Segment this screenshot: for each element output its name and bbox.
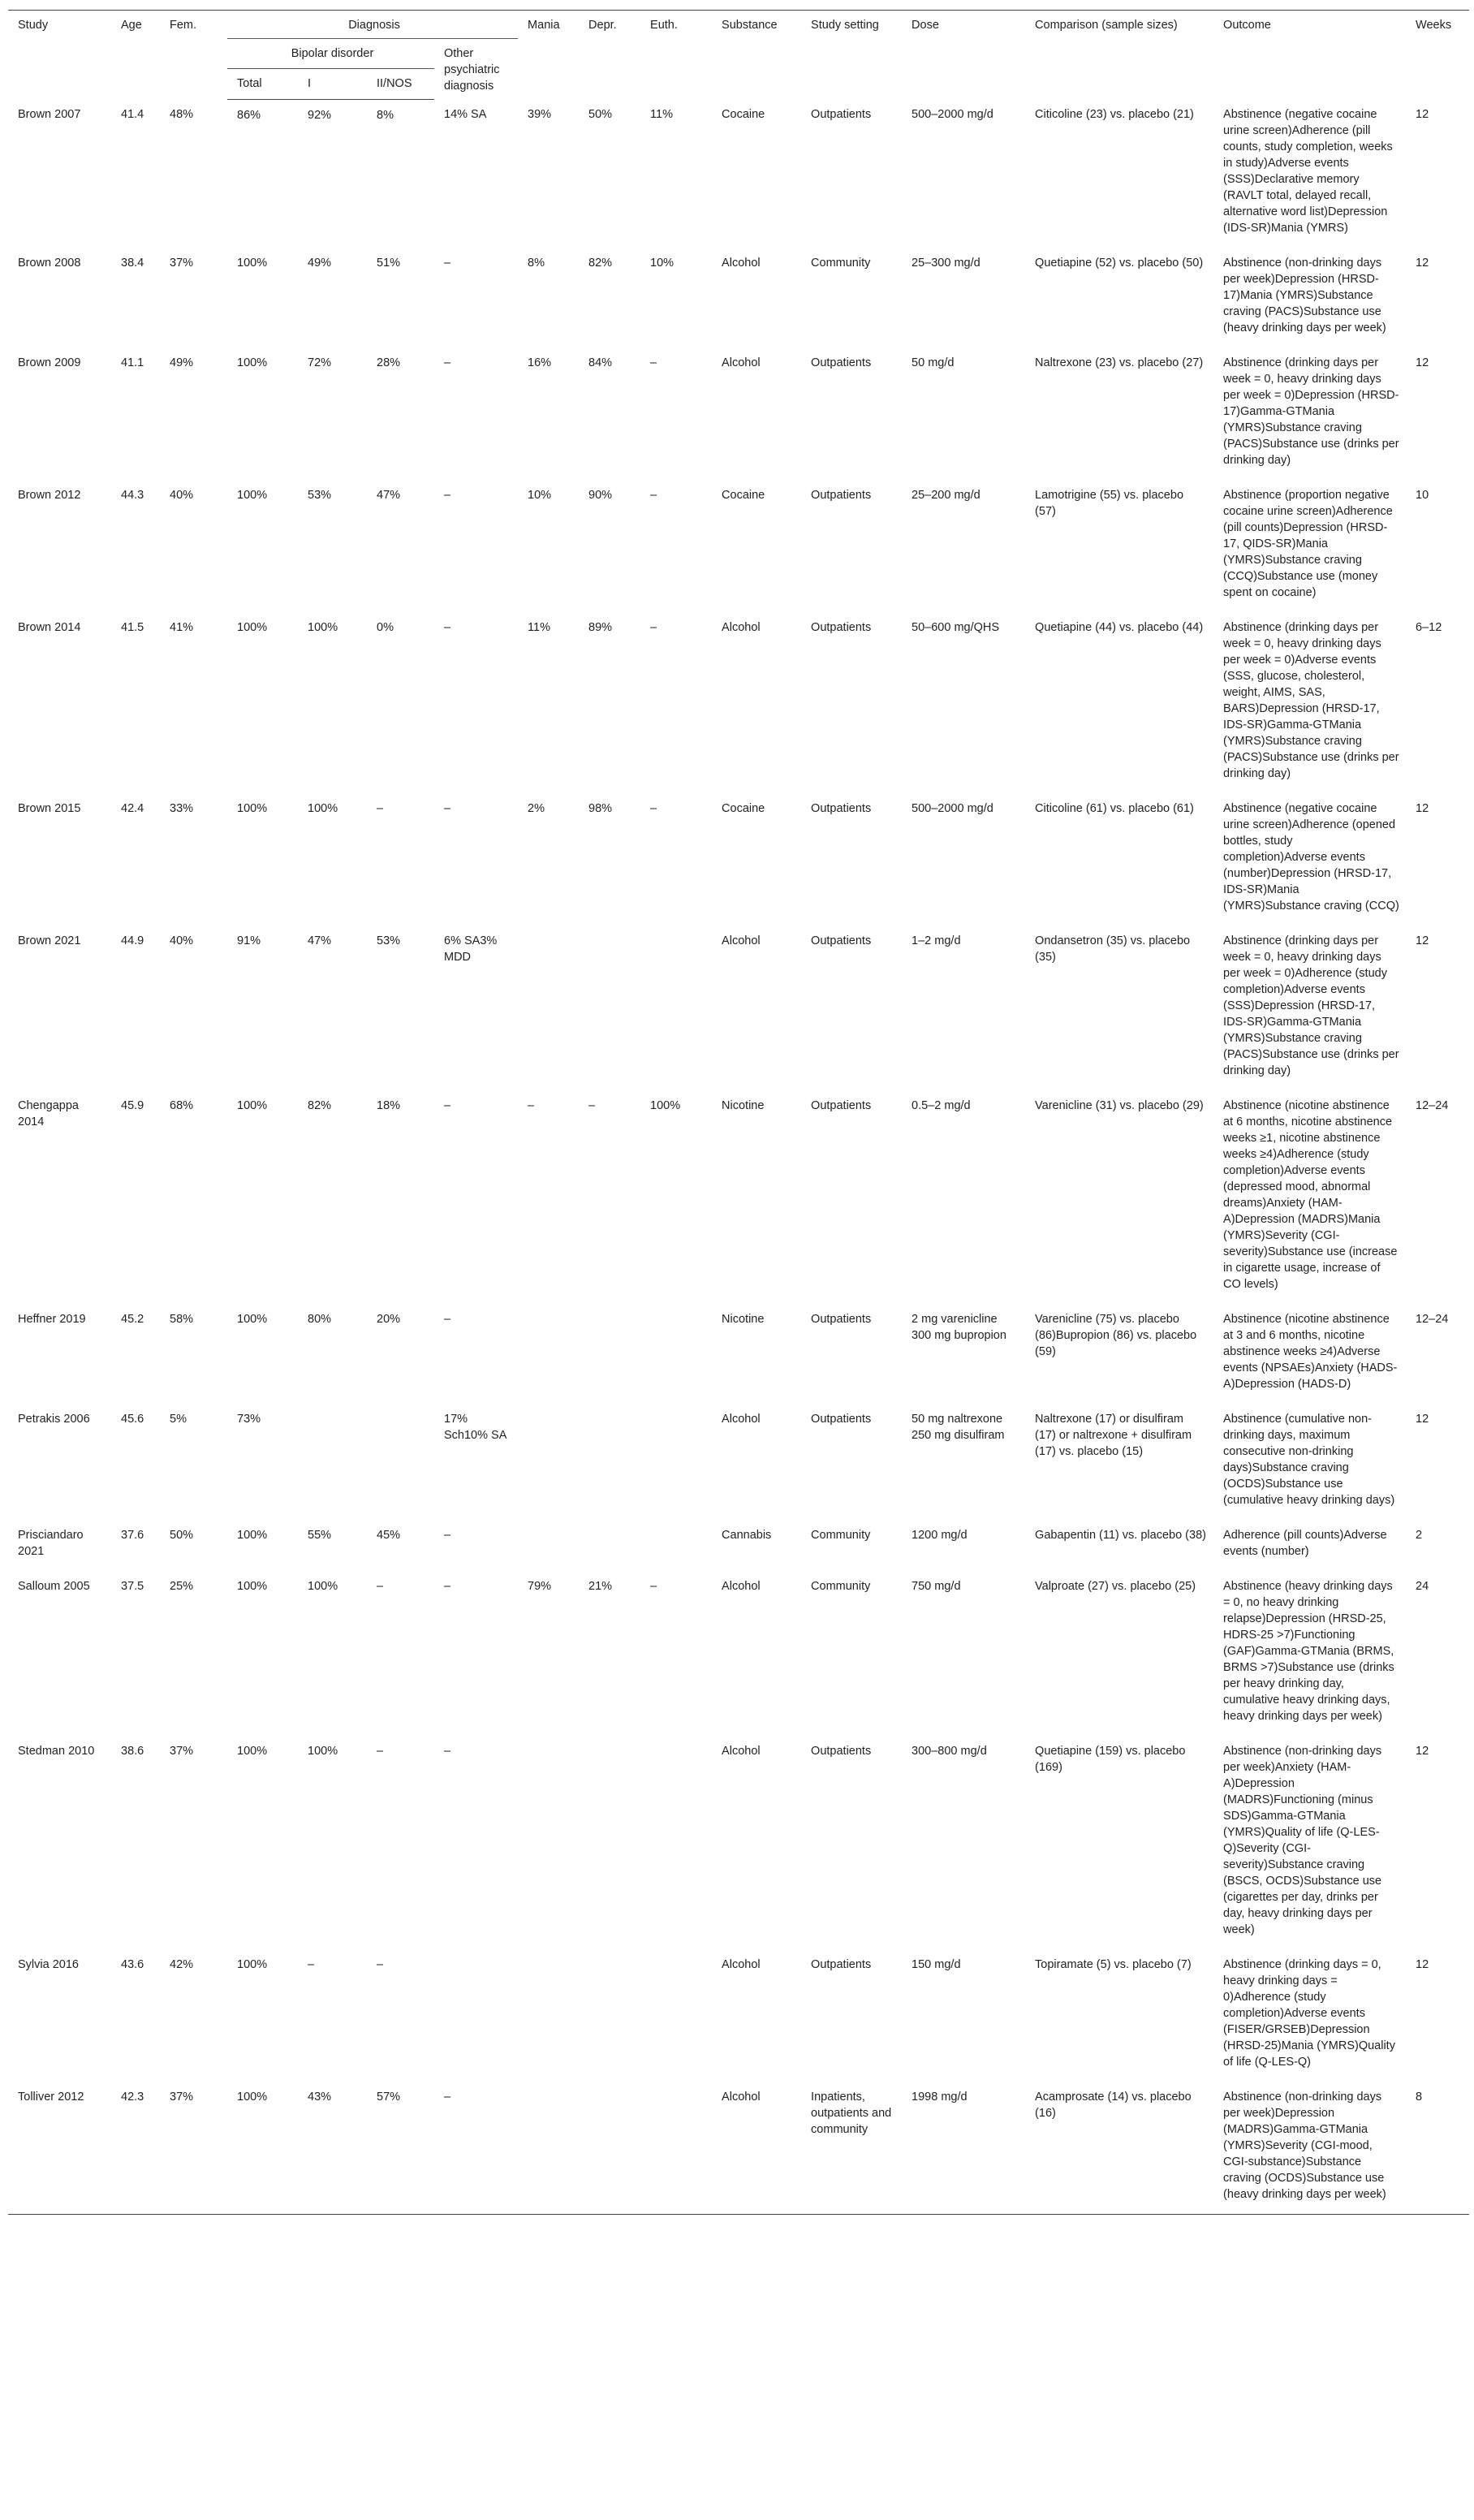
cell-ii: 18% xyxy=(377,1099,401,1112)
col-study: Study xyxy=(8,11,111,100)
cell-study: Brown 2008 xyxy=(18,257,81,270)
table-row xyxy=(8,1571,1469,1736)
cell-i: 100% xyxy=(308,1580,338,1593)
cell-setting: Community xyxy=(811,257,871,270)
cell-fem: 68% xyxy=(170,1099,194,1112)
cell-mania xyxy=(518,1404,579,1520)
cell-comparison: Gabapentin (11) vs. placebo (38) xyxy=(1035,1529,1206,1542)
cell-ii: 20% xyxy=(377,1313,401,1326)
cell-fem: 41% xyxy=(170,621,194,634)
cell-euth: – xyxy=(650,621,657,634)
cell-comparison: Naltrexone (17) or disulfiram (17) or naltrexone + disulfiram (17) vs. placebo (15) xyxy=(1035,1413,1192,1458)
cell-study: Brown 2012 xyxy=(18,489,81,502)
cell-i: 55% xyxy=(308,1529,332,1542)
cell-ii: 57% xyxy=(367,2082,434,2215)
table-header xyxy=(8,11,1469,100)
cell-outcome: Abstinence (nicotine abstinence at 3 and 6 months, nicotine abstinence weeks ≥4)Adverse events (NPSAEs)Anxiety (HADS-A)Depression (HADS-D) xyxy=(1223,1313,1398,1391)
cell-other: – xyxy=(434,2082,518,2215)
table-row xyxy=(8,1736,1469,1949)
cell-study: Sylvia 2016 xyxy=(18,1958,79,1971)
cell-euth: 10% xyxy=(650,257,675,270)
col-age: Age xyxy=(111,11,160,100)
cell-mania: 8% xyxy=(528,257,545,270)
cell-weeks: 8 xyxy=(1406,2082,1469,2215)
cell-age: 44.9 xyxy=(121,934,144,947)
cell-substance: Cocaine xyxy=(722,108,765,121)
cell-total: 100% xyxy=(227,2082,298,2215)
cell-substance: Alcohol xyxy=(712,2082,801,2215)
cell-total: 73% xyxy=(237,1413,261,1426)
cell-euth: – xyxy=(650,1580,657,1593)
cell-study: Brown 2015 xyxy=(18,802,81,815)
cell-dose: 500–2000 mg/d xyxy=(912,802,993,815)
col-group-diagnosis: Diagnosis xyxy=(227,11,518,39)
col-weeks: Weeks xyxy=(1406,11,1469,100)
cell-setting: Outpatients xyxy=(811,1313,872,1326)
cell-total: 100% xyxy=(237,1580,268,1593)
cell-weeks: 12 xyxy=(1416,356,1429,369)
table-row xyxy=(8,793,1469,926)
cell-euth xyxy=(640,1949,712,2082)
cell-substance: Alcohol xyxy=(722,356,761,369)
cell-outcome: Abstinence (non-drinking days per week)Depression (HRSD-17)Mania (YMRS)Substance craving (PACS)Substance use (heavy drinking days per week) xyxy=(1223,257,1386,334)
cell-comparison: Citicoline (23) vs. placebo (21) xyxy=(1035,108,1194,121)
table-row xyxy=(8,99,1469,248)
cell-total: 100% xyxy=(237,1099,268,1112)
cell-euth xyxy=(640,1404,712,1520)
cell-ii: 47% xyxy=(377,489,401,502)
cell-dose: 25–300 mg/d xyxy=(912,257,981,270)
cell-outcome: Abstinence (heavy drinking days = 0, no heavy drinking relapse)Depression (HRSD-25, HDRS-25 >7)Functioning (GAF)Gamma-GTMania (BRMS, BRMS >7)Substance use (drinks per heavy drinking day, cumulative heavy drinking days, heavy drinking days per week) xyxy=(1223,1580,1394,1723)
cell-depr: – xyxy=(588,1099,596,1112)
cell-i: 100% xyxy=(308,802,338,815)
cell-weeks: 12 xyxy=(1416,1958,1429,1971)
cell-study: Brown 2014 xyxy=(18,621,81,634)
cell-study: Tolliver 2012 xyxy=(8,2082,111,2215)
cell-setting: Community xyxy=(811,1529,871,1542)
cell-fem: 37% xyxy=(160,2082,227,2215)
cell-other: – xyxy=(444,489,451,502)
cell-dose: 0.5–2 mg/d xyxy=(912,1099,971,1112)
cell-i: – xyxy=(308,1958,315,1971)
cell-comparison: Lamotrigine (55) vs. placebo (57) xyxy=(1035,489,1184,518)
cell-depr: 90% xyxy=(588,489,613,502)
cell-depr: 98% xyxy=(588,802,613,815)
cell-outcome: Abstinence (non-drinking days per week)Anxiety (HAM-A)Depression (MADRS)Functioning (minus SDS)Gamma-GTMania (YMRS)Quality of life (Q-LES-Q)Severity (CGI-severity)Substance craving (BSCS, OCDS)Substance use (cigarettes per day, drinks per day, heavy drinking days per week) xyxy=(1223,1745,1382,1936)
col-euth: Euth. xyxy=(640,11,712,100)
cell-weeks: 6–12 xyxy=(1416,621,1442,634)
cell-euth: – xyxy=(650,489,657,502)
col-outcome: Outcome xyxy=(1213,11,1406,100)
cell-fem: 40% xyxy=(170,934,194,947)
cell-euth xyxy=(640,1304,712,1404)
cell-study: Brown 2009 xyxy=(18,356,81,369)
cell-depr xyxy=(579,926,640,1090)
cell-other: – xyxy=(444,621,451,634)
cell-total: 100% xyxy=(237,1529,268,1542)
cell-comparison: Quetiapine (52) vs. placebo (50) xyxy=(1035,257,1204,270)
cell-ii: 28% xyxy=(377,356,401,369)
cell-fem: 50% xyxy=(170,1529,194,1542)
cell-outcome: Abstinence (negative cocaine urine screen)Adherence (pill counts, study completion, weeks in study)Adverse events (SSS)Declarative memory (RAVLT total, delayed recall, alternative word list)Depression (IDS-SR)Mania (YMRS) xyxy=(1223,108,1393,235)
cell-ii: 8% xyxy=(377,108,394,122)
cell-dose: 1200 mg/d xyxy=(912,1529,968,1542)
cell-mania xyxy=(518,926,579,1090)
cell-substance: Alcohol xyxy=(722,1580,761,1593)
cell-comparison: Acamprosate (14) vs. placebo (16) xyxy=(1025,2082,1213,2215)
cell-age: 43.6 xyxy=(121,1958,144,1971)
cell-age: 45.2 xyxy=(121,1313,144,1326)
cell-comparison: Valproate (27) vs. placebo (25) xyxy=(1035,1580,1196,1593)
cell-i: 43% xyxy=(298,2082,367,2215)
cell-depr xyxy=(579,1404,640,1520)
col-depr: Depr. xyxy=(579,11,640,100)
cell-mania: 79% xyxy=(528,1580,552,1593)
cell-other: – xyxy=(444,1313,451,1326)
cell-total: 91% xyxy=(237,934,261,947)
cell-substance: Alcohol xyxy=(722,257,761,270)
cell-mania: – xyxy=(528,1099,535,1112)
cell-mania xyxy=(518,1520,579,1571)
cell-ii xyxy=(367,1404,434,1520)
cell-comparison: Quetiapine (159) vs. placebo (169) xyxy=(1035,1745,1186,1774)
cell-total: 100% xyxy=(237,621,268,634)
cell-study: Petrakis 2006 xyxy=(18,1413,90,1426)
cell-depr: 89% xyxy=(588,621,613,634)
cell-depr xyxy=(579,2082,640,2215)
col-other-dx: Other psychiatric diagnosis xyxy=(444,47,500,93)
cell-comparison: Topiramate (5) vs. placebo (7) xyxy=(1035,1958,1192,1971)
cell-euth xyxy=(640,2082,712,2215)
cell-weeks: 12 xyxy=(1416,108,1429,121)
col-fem: Fem. xyxy=(160,11,227,100)
cell-setting: Outpatients xyxy=(811,621,872,634)
cell-dose: 300–800 mg/d xyxy=(912,1745,987,1758)
cell-setting: Outpatients xyxy=(811,356,872,369)
col-substance: Substance xyxy=(712,11,801,100)
cell-comparison: Varenicline (31) vs. placebo (29) xyxy=(1035,1099,1204,1112)
cell-mania: 39% xyxy=(528,108,552,121)
cell-euth xyxy=(640,926,712,1090)
cell-depr xyxy=(579,1736,640,1949)
cell-outcome: Abstinence (nicotine abstinence at 6 months, nicotine abstinence weeks ≥1, nicotine abstinence weeks ≥4)Adherence (study completion)Adverse events (depressed mood, abnormal dreams)Anxiety (HAM-A)Depression (MADRS)Mania (YMRS)Severity (CGI-severity)Substance use (increase in cigarette usage, increase of CO levels) xyxy=(1223,1099,1398,1291)
cell-substance: Alcohol xyxy=(722,1745,761,1758)
cell-setting: Inpatients, outpatients and community xyxy=(801,2082,902,2215)
cell-comparison: Naltrexone (23) vs. placebo (27) xyxy=(1035,356,1204,369)
cell-age: 38.4 xyxy=(121,257,144,270)
cell-i: 100% xyxy=(308,621,338,634)
cell-dose: 750 mg/d xyxy=(912,1580,961,1593)
cell-substance: Nicotine xyxy=(722,1099,765,1112)
cell-setting: Outpatients xyxy=(811,934,872,947)
cell-mania xyxy=(518,2082,579,2215)
cell-euth: – xyxy=(650,802,657,815)
cell-i: 92% xyxy=(308,108,332,122)
cell-study: Brown 2021 xyxy=(18,934,81,947)
col-type-ii: II/NOS xyxy=(367,69,434,99)
cell-weeks: 12–24 xyxy=(1416,1099,1449,1112)
cell-depr: 82% xyxy=(588,257,613,270)
cell-i: 80% xyxy=(308,1313,332,1326)
cell-fem: 37% xyxy=(170,257,194,270)
cell-i: 72% xyxy=(308,356,332,369)
cell-ii: – xyxy=(377,1958,384,1971)
cell-age: 42.3 xyxy=(111,2082,160,2215)
cell-comparison: Citicoline (61) vs. placebo (61) xyxy=(1035,802,1194,815)
col-comparison: Comparison (sample sizes) xyxy=(1025,11,1213,100)
cell-dose: 150 mg/d xyxy=(912,1958,961,1971)
cell-depr xyxy=(579,1304,640,1404)
cell-study: Prisciandaro 2021 xyxy=(18,1529,84,1558)
cell-outcome: Abstinence (drinking days per week = 0, heavy drinking days per week = 0)Adherence (study completion)Adverse events (SSS)Depression (HRSD-17, IDS-SR)Gamma-GTMania (YMRS)Substance craving (PACS)Substance use (drinks per drinking day) xyxy=(1223,934,1399,1077)
cell-other xyxy=(434,1949,518,2082)
cell-other: 14% SA xyxy=(444,108,487,121)
cell-other: – xyxy=(444,356,451,369)
cell-i: 53% xyxy=(308,489,332,502)
cell-weeks: 12 xyxy=(1416,1745,1429,1758)
table-row xyxy=(8,926,1469,1090)
cell-comparison: Varenicline (75) vs. placebo (86)Bupropion (86) vs. placebo (59) xyxy=(1035,1313,1197,1358)
cell-dose: 25–200 mg/d xyxy=(912,489,981,502)
cell-fem: 42% xyxy=(170,1958,194,1971)
cell-fem: 49% xyxy=(170,356,194,369)
cell-total: 100% xyxy=(237,1745,268,1758)
cell-other: 6% SA3% MDD xyxy=(444,934,498,964)
cell-comparison: Quetiapine (44) vs. placebo (44) xyxy=(1035,621,1204,634)
table-row xyxy=(8,347,1469,480)
cell-weeks: 10 xyxy=(1416,489,1429,502)
cell-outcome: Abstinence (non-drinking days per week)Depression (MADRS)Gamma-GTMania (YMRS)Severity (CGI-mood, CGI-substance)Substance craving (OCDS)Substance use (heavy drinking days per week) xyxy=(1213,2082,1406,2215)
cell-outcome: Abstinence (proportion negative cocaine urine screen)Adherence (pill counts)Depression (HRSD-17, QIDS-SR)Mania (YMRS)Substance craving (CCQ)Substance use (money spent on cocaine) xyxy=(1223,489,1393,599)
cell-substance: Nicotine xyxy=(722,1313,765,1326)
table-row xyxy=(8,1404,1469,1520)
cell-weeks: 12–24 xyxy=(1416,1313,1449,1326)
cell-setting: Community xyxy=(811,1580,871,1593)
cell-outcome: Abstinence (negative cocaine urine screen)Adherence (opened bottles, study completion)Adverse events (number)Depression (HRSD-17, IDS-SR)Mania (YMRS)Substance craving (CCQ) xyxy=(1223,802,1399,913)
cell-age: 45.6 xyxy=(121,1413,144,1426)
cell-i: 100% xyxy=(308,1745,338,1758)
cell-substance: Cocaine xyxy=(722,802,765,815)
cell-i xyxy=(298,1404,367,1520)
cell-outcome: Abstinence (drinking days = 0, heavy drinking days = 0)Adherence (study completion)Adverse events (FISER/GRSEB)Depression (HRSD-25)Mania (YMRS)Quality of life (Q-LES-Q) xyxy=(1223,1958,1395,2069)
cell-study: Chengappa 2014 xyxy=(18,1099,79,1128)
table-row xyxy=(8,1520,1469,1571)
cell-depr: 21% xyxy=(588,1580,613,1593)
cell-age: 38.6 xyxy=(121,1745,144,1758)
cell-ii: 53% xyxy=(377,934,401,947)
cell-setting: Outpatients xyxy=(811,802,872,815)
cell-ii: – xyxy=(377,1745,384,1758)
cell-total: 100% xyxy=(237,489,268,502)
cell-mania xyxy=(518,1736,579,1949)
cell-euth xyxy=(640,1520,712,1571)
cell-weeks: 12 xyxy=(1416,934,1429,947)
cell-dose: 500–2000 mg/d xyxy=(912,108,993,121)
table-row xyxy=(8,1090,1469,1304)
cell-other: – xyxy=(444,1099,451,1112)
table-row xyxy=(8,1304,1469,1404)
cell-total: 100% xyxy=(237,257,268,270)
table-body xyxy=(8,99,1469,2215)
cell-euth: 11% xyxy=(650,108,673,121)
table-row xyxy=(8,612,1469,793)
cell-substance: Cocaine xyxy=(722,489,765,502)
cell-euth: 100% xyxy=(650,1099,681,1112)
cell-age: 44.3 xyxy=(121,489,144,502)
cell-mania xyxy=(518,1304,579,1404)
cell-substance: Alcohol xyxy=(722,1413,761,1426)
cell-age: 45.9 xyxy=(121,1099,144,1112)
cell-dose: 1–2 mg/d xyxy=(912,934,961,947)
cell-fem: 40% xyxy=(170,489,194,502)
cell-study: Heffner 2019 xyxy=(18,1313,86,1326)
cell-age: 37.6 xyxy=(121,1529,144,1542)
cell-fem: 5% xyxy=(170,1413,187,1426)
cell-depr: 84% xyxy=(588,356,613,369)
cell-depr: 50% xyxy=(588,108,613,121)
cell-fem: 33% xyxy=(170,802,194,815)
cell-ii: 45% xyxy=(377,1529,401,1542)
cell-euth xyxy=(640,1736,712,1949)
cell-comparison: Ondansetron (35) vs. placebo (35) xyxy=(1035,934,1191,964)
col-total: Total xyxy=(227,69,298,99)
col-dose: Dose xyxy=(902,11,1025,100)
cell-total: 100% xyxy=(237,356,268,369)
cell-i: 47% xyxy=(308,934,332,947)
cell-fem: 37% xyxy=(170,1745,194,1758)
cell-depr xyxy=(579,1949,640,2082)
cell-ii: 0% xyxy=(377,621,394,634)
cell-dose: 50 mg naltrexone 250 mg disulfiram xyxy=(912,1413,1005,1442)
cell-dose: 50–600 mg/QHS xyxy=(912,621,1000,634)
cell-outcome: Abstinence (drinking days per week = 0, heavy drinking days per week = 0)Adverse events (SSS, glucose, cholesterol, weight, AIMS, SAS, BARS)Depression (HRSD-17, IDS-SR)Gamma-GTMania (YMRS)Substance craving (PACS)Substance use (drinks per drinking day) xyxy=(1223,621,1399,780)
col-mania: Mania xyxy=(518,11,579,100)
cell-outcome: Abstinence (drinking days per week = 0, heavy drinking days per week = 0)Depression (HRSD-17)Gamma-GTMania (YMRS)Substance craving (PACS)Substance use (drinks per drinking day) xyxy=(1223,356,1399,467)
cell-fem: 48% xyxy=(170,108,194,121)
cell-outcome: Abstinence (cumulative non-drinking days, maximum consecutive non-drinking days)Substance craving (OCDS)Substance use (cumulative heavy drinking days) xyxy=(1223,1413,1395,1507)
cell-substance: Alcohol xyxy=(722,621,761,634)
cell-weeks: 24 xyxy=(1416,1580,1429,1593)
table-row xyxy=(8,2082,1469,2215)
cell-substance: Alcohol xyxy=(722,1958,761,1971)
cell-mania: 16% xyxy=(528,356,552,369)
cell-total: 100% xyxy=(237,1313,268,1326)
table-row xyxy=(8,1949,1469,2082)
cell-age: 41.4 xyxy=(121,108,144,121)
cell-euth: – xyxy=(650,356,657,369)
cell-other: – xyxy=(444,1745,451,1758)
cell-other: – xyxy=(444,257,451,270)
cell-study: Salloum 2005 xyxy=(18,1580,90,1593)
cell-total: 100% xyxy=(237,802,268,815)
cell-weeks: 12 xyxy=(1416,1413,1429,1426)
cell-age: 41.1 xyxy=(121,356,144,369)
table-row xyxy=(8,248,1469,347)
cell-weeks: 12 xyxy=(1416,257,1429,270)
cell-weeks: 2 xyxy=(1416,1529,1423,1542)
cell-other: 17% Sch10% SA xyxy=(444,1413,507,1442)
cell-ii: – xyxy=(377,802,384,815)
cell-substance: Cannabis xyxy=(722,1529,772,1542)
cell-outcome: Adherence (pill counts)Adverse events (number) xyxy=(1223,1529,1387,1558)
cell-age: 37.5 xyxy=(121,1580,144,1593)
cell-ii: – xyxy=(377,1580,384,1593)
cell-study: Stedman 2010 xyxy=(18,1745,95,1758)
cell-study: Brown 2007 xyxy=(18,108,81,121)
cell-ii: 51% xyxy=(377,257,401,270)
cell-total: 100% xyxy=(237,1958,268,1971)
cell-other: – xyxy=(444,1529,451,1542)
cell-depr xyxy=(579,1520,640,1571)
cell-setting: Outpatients xyxy=(811,108,872,121)
cell-i: 82% xyxy=(308,1099,332,1112)
studies-table xyxy=(8,10,1469,2215)
table-row xyxy=(8,480,1469,612)
cell-substance: Alcohol xyxy=(722,934,761,947)
cell-dose: 2 mg varenicline 300 mg bupropion xyxy=(912,1313,1006,1342)
cell-other: – xyxy=(444,802,451,815)
cell-fem: 25% xyxy=(170,1580,194,1593)
cell-dose: 50 mg/d xyxy=(912,356,955,369)
cell-mania: 11% xyxy=(528,621,550,634)
cell-age: 41.5 xyxy=(121,621,144,634)
cell-dose: 1998 mg/d xyxy=(902,2082,1025,2215)
cell-setting: Outpatients xyxy=(811,1413,872,1426)
col-setting: Study setting xyxy=(801,11,902,100)
cell-setting: Outpatients xyxy=(811,489,872,502)
cell-age: 42.4 xyxy=(121,802,144,815)
col-type-i: I xyxy=(298,69,367,99)
cell-mania: 10% xyxy=(528,489,552,502)
cell-setting: Outpatients xyxy=(811,1099,872,1112)
cell-setting: Outpatients xyxy=(811,1958,872,1971)
cell-i: 49% xyxy=(308,257,332,270)
cell-weeks: 12 xyxy=(1416,802,1429,815)
cell-other: – xyxy=(444,1580,451,1593)
cell-setting: Outpatients xyxy=(811,1745,872,1758)
col-group-bipolar: Bipolar disorder xyxy=(227,39,434,69)
cell-total: 86% xyxy=(237,108,261,122)
cell-fem: 58% xyxy=(170,1313,194,1326)
cell-mania: 2% xyxy=(528,802,545,815)
cell-mania xyxy=(518,1949,579,2082)
